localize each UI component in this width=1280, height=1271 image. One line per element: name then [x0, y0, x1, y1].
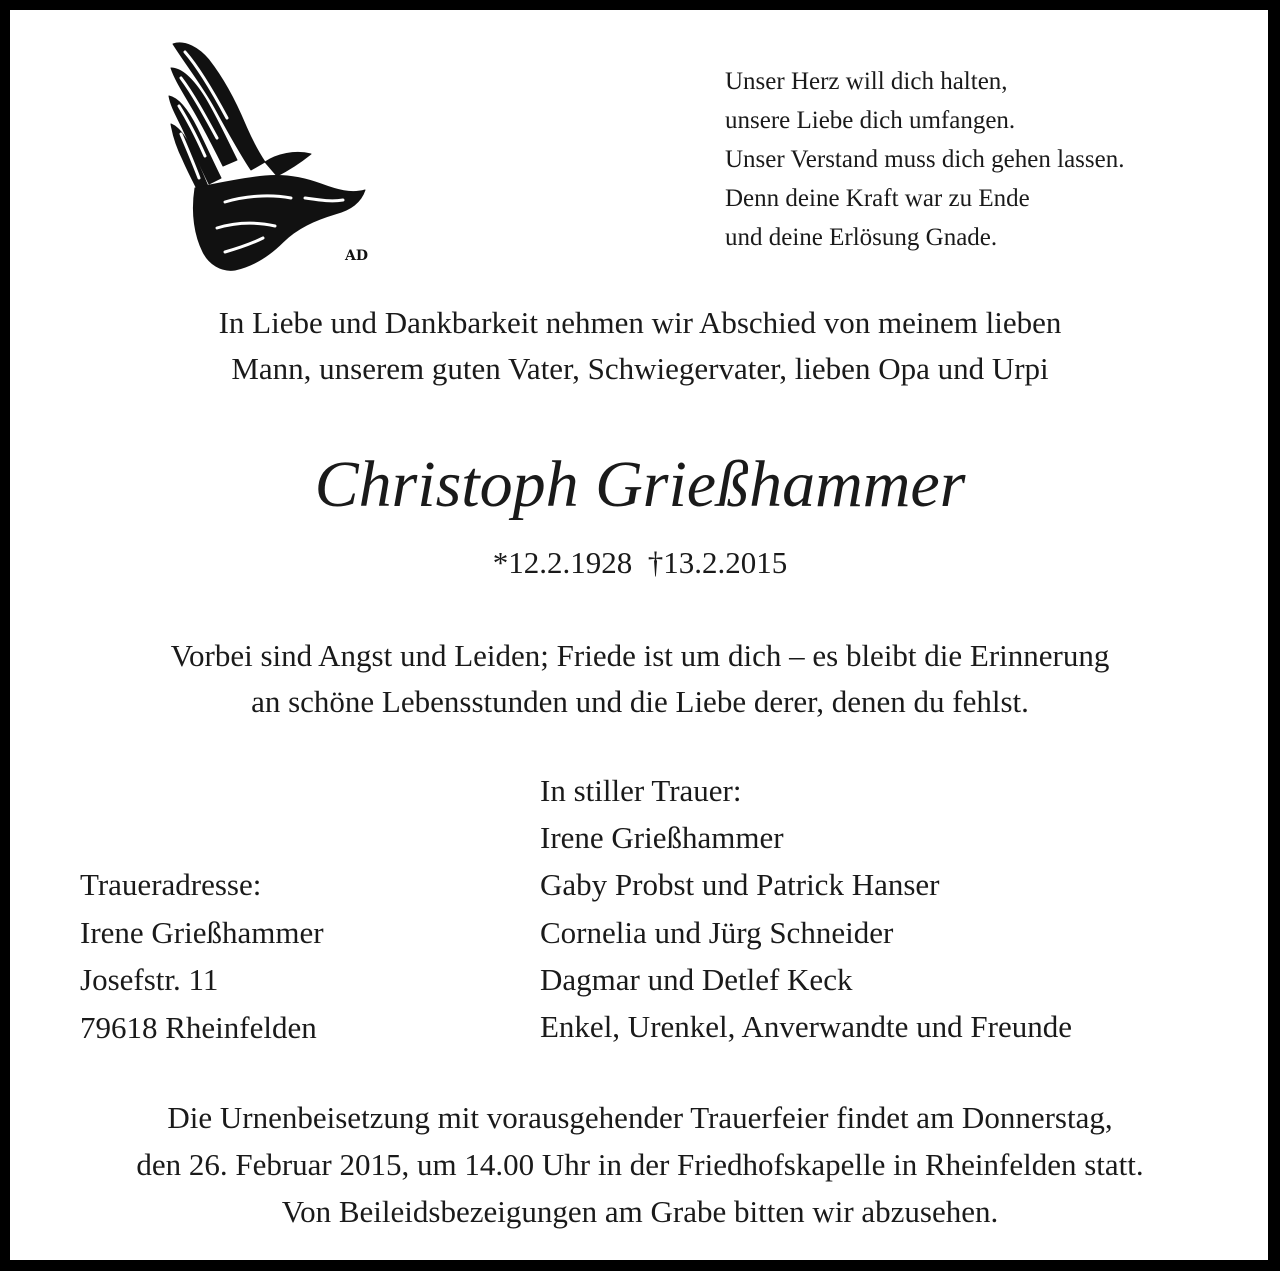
- obituary-notice: [10, 10, 1268, 1260]
- poem-line: Denn deine Kraft war zu Ende: [725, 185, 1030, 212]
- intro-line: Mann, unserem guten Vater, Schwiegervater, lieben Opa und Urpi: [231, 351, 1049, 386]
- ceremony-line: Die Urnenbeisetzung mit vorausgehender Trauerfeier findet am Donnerstag,: [167, 1100, 1113, 1135]
- ceremony-info: [10, 1094, 1268, 1235]
- intro-line: In Liebe und Dankbarkeit nehmen wir Abschied von meinem lieben: [218, 305, 1062, 340]
- verse-line: Vorbei sind Angst und Leiden; Friede ist um dich – es bleibt die Erinnerung: [170, 638, 1110, 673]
- poem-line: unsere Liebe dich umfangen.: [725, 107, 1016, 134]
- mourner-line: Irene Grießhammer: [540, 820, 784, 856]
- mourners-list: [540, 767, 1072, 1050]
- ceremony-line: Von Beileidsbezeigungen am Grabe bitten wir abzusehen.: [281, 1194, 999, 1229]
- address-line: 79618 Rheinfelden: [80, 1009, 317, 1045]
- mourner-line: Cornelia und Jürg Schneider: [540, 914, 894, 950]
- poem: [725, 62, 1245, 257]
- mourner-line: Dagmar und Detlef Keck: [540, 961, 853, 997]
- monogram: AD: [345, 248, 369, 264]
- poem-line: Unser Verstand muss dich gehen lassen.: [725, 146, 1125, 173]
- praying-hands-icon: [165, 38, 380, 278]
- mourner-line: Gaby Probst und Patrick Hanser: [540, 867, 940, 903]
- mourner-line: Enkel, Urenkel, Anverwandte und Freunde: [540, 1009, 1073, 1045]
- address-line: Irene Grießhammer: [80, 914, 324, 950]
- address-line: Josefstr. 11: [80, 962, 219, 997]
- mourner-line: In stiller Trauer:: [540, 773, 742, 808]
- ceremony-line: den 26. Februar 2015, um 14.00 Uhr in der Friedhofskapelle in Rheinfelden statt.: [136, 1147, 1144, 1182]
- poem-line: Unser Herz will dich halten,: [725, 68, 1008, 95]
- deceased-name: Christoph Grießhammer: [314, 448, 966, 521]
- verse: [10, 633, 1268, 725]
- poem-line: und deine Erlösung Gnade.: [725, 224, 998, 251]
- life-dates: *12.2.1928 †13.2.2015: [492, 545, 788, 580]
- address-line: Traueradresse:: [80, 867, 262, 902]
- farewell-intro: [10, 300, 1268, 392]
- verse-line: an schöne Lebensstunden und die Liebe derer, denen du fehlst.: [251, 684, 1029, 719]
- mourning-address: [80, 861, 324, 1051]
